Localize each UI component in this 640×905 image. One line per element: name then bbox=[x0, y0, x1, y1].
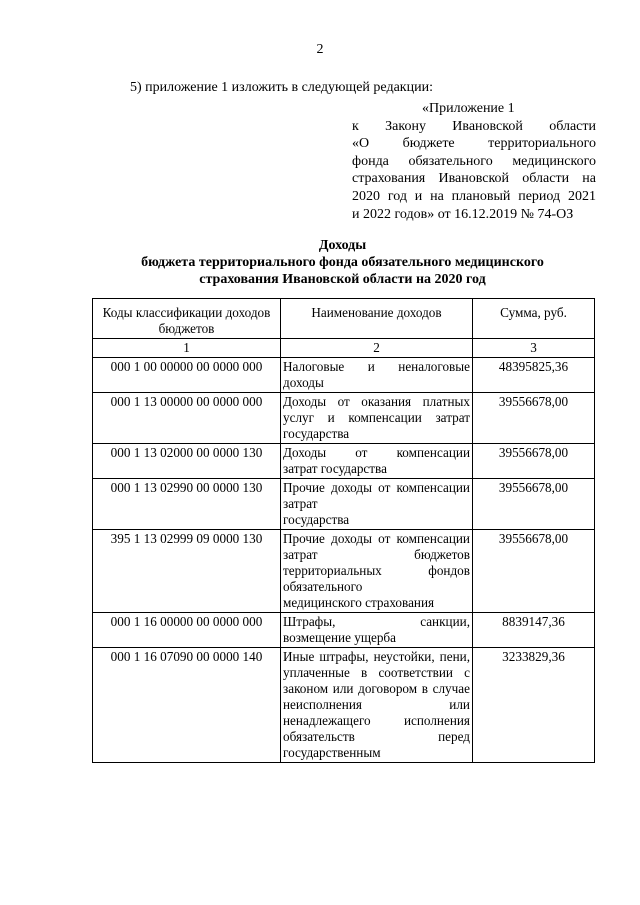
income-name-end: доходы bbox=[283, 375, 324, 390]
column-number: 1 bbox=[93, 339, 281, 358]
income-name-end: затрат государства bbox=[283, 461, 387, 476]
income-table bbox=[92, 298, 595, 763]
income-name-end: государства bbox=[283, 426, 350, 441]
income-name-end: государства bbox=[283, 512, 350, 527]
income-name-text: Штрафы, санкции, bbox=[283, 614, 470, 629]
income-code: 000 1 00 00000 00 0000 000 bbox=[93, 358, 281, 393]
header-codes: Коды классификации доходов бюджетов bbox=[93, 299, 281, 339]
table-row bbox=[93, 444, 595, 479]
income-name-end: возмещение ущерба bbox=[283, 630, 396, 645]
income-sum: 8839147,36 bbox=[473, 613, 595, 648]
appendix-line: «О бюджете территориального bbox=[352, 136, 596, 152]
income-code: 000 1 13 02000 00 0000 130 bbox=[93, 444, 281, 479]
income-sum: 39556678,00 bbox=[473, 393, 595, 444]
column-number: 2 bbox=[281, 339, 473, 358]
income-name-text: Доходы от компенсации bbox=[283, 445, 470, 460]
page-number: 2 bbox=[316, 42, 324, 57]
table-row bbox=[93, 613, 595, 648]
income-code: 000 1 13 00000 00 0000 000 bbox=[93, 393, 281, 444]
heading-line: Доходы bbox=[318, 238, 367, 253]
appendix-line: к Закону Ивановской области bbox=[352, 118, 596, 134]
income-name bbox=[281, 444, 473, 479]
appendix-line: страхования Ивановской области на bbox=[352, 171, 596, 187]
heading-line: бюджета территориального фонда обязательного медицинского bbox=[141, 255, 544, 270]
income-name-text: Прочие доходы от компенсации затрат bbox=[283, 480, 470, 511]
income-code: 395 1 13 02999 09 0000 130 bbox=[93, 530, 281, 613]
table-row bbox=[93, 530, 595, 613]
heading-line: страхования Ивановской области на 2020 год bbox=[199, 272, 486, 287]
income-name-text: Налоговые и неналоговые bbox=[283, 359, 470, 374]
column-number-row bbox=[93, 339, 595, 358]
income-sum: 39556678,00 bbox=[473, 479, 595, 530]
income-name-text: Иные штрафы, неустойки, пени, уплаченные в соответствии с законом или договором в случае неисполнения или ненадлежащего исполнения обязательств перед bbox=[283, 649, 470, 744]
table-row bbox=[93, 393, 595, 444]
income-code: 000 1 13 02990 00 0000 130 bbox=[93, 479, 281, 530]
income-name-end: медицинского страхования bbox=[283, 595, 435, 610]
income-code: 000 1 16 07090 00 0000 140 bbox=[93, 648, 281, 763]
appendix-line: фонда обязательного медицинского bbox=[352, 153, 596, 169]
column-number: 3 bbox=[473, 339, 595, 358]
income-name-text: Прочие доходы от компенсации затрат бюджетов территориальных фондов обязательного bbox=[283, 531, 470, 594]
income-name-text: Доходы от оказания платных услуг и компенсации затрат bbox=[283, 394, 470, 425]
income-sum: 3233829,36 bbox=[473, 648, 595, 763]
appendix-last-line: и 2022 годов» от 16.12.2019 № 74-ОЗ bbox=[352, 206, 574, 222]
appendix-reference bbox=[352, 100, 596, 223]
income-name-end: государственным bbox=[283, 745, 381, 760]
income-name bbox=[281, 358, 473, 393]
income-sum: 39556678,00 bbox=[473, 530, 595, 613]
income-name bbox=[281, 613, 473, 648]
appendix-line: 2020 год и на плановый период 2021 bbox=[352, 188, 596, 204]
income-name bbox=[281, 530, 473, 613]
table-row bbox=[93, 479, 595, 530]
income-name bbox=[281, 648, 473, 763]
appendix-title: «Приложение 1 bbox=[422, 101, 515, 116]
header-sum: Сумма, руб. bbox=[473, 299, 595, 339]
table-header-row bbox=[93, 299, 595, 339]
table-row bbox=[93, 358, 595, 393]
income-sum: 39556678,00 bbox=[473, 444, 595, 479]
header-name: Наименование доходов bbox=[281, 299, 473, 339]
table-row bbox=[93, 648, 595, 763]
income-name bbox=[281, 393, 473, 444]
income-name bbox=[281, 479, 473, 530]
document-heading bbox=[90, 237, 595, 288]
income-code: 000 1 16 00000 00 0000 000 bbox=[93, 613, 281, 648]
amendment-intro: 5) приложение 1 изложить в следующей редакции: bbox=[130, 80, 433, 95]
income-sum: 48395825,36 bbox=[473, 358, 595, 393]
